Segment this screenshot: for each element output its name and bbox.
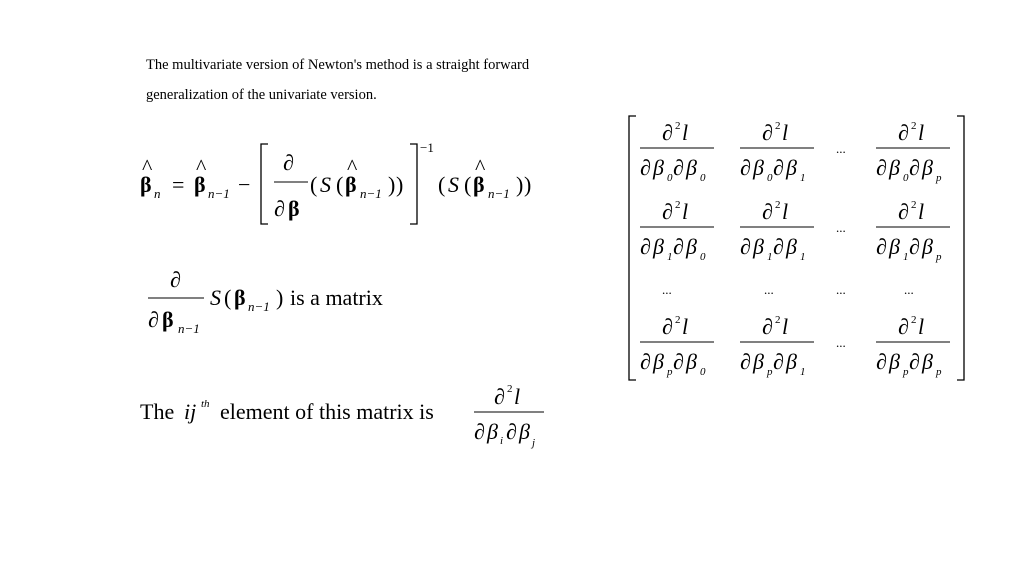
hessian-beta: β — [753, 234, 764, 259]
hessian-squared: 2 — [911, 314, 917, 326]
hessian-subscript-row: 1 — [667, 251, 673, 263]
hat-mark: ^ — [347, 154, 358, 179]
hessian-subscript-row: 0 — [767, 172, 773, 184]
hessian-partial: ∂ — [673, 349, 684, 374]
partial-denominator: ∂ — [274, 196, 285, 221]
beta-denominator: β — [288, 196, 300, 221]
hessian-squared: 2 — [911, 120, 917, 132]
beta: β — [519, 419, 530, 444]
hessian-partial-numerator: ∂ — [762, 199, 773, 224]
subscript-n: n — [154, 186, 161, 201]
hessian-beta: β — [786, 349, 797, 374]
hessian-loglik-l: l — [918, 120, 925, 145]
partial-numerator: ∂ — [283, 150, 294, 175]
hessian-partial-numerator: ∂ — [898, 120, 909, 145]
partial-denominator: ∂ — [148, 307, 159, 332]
beta-denominator: β — [162, 307, 174, 332]
beta-n-minus-1-hat: β — [194, 172, 206, 197]
left-bracket — [261, 144, 268, 224]
hessian-subscript-col: 1 — [800, 251, 806, 263]
is-a-matrix-text: is a matrix — [290, 285, 383, 310]
hessian-subscript-col: 0 — [700, 366, 706, 378]
hessian-squared: 2 — [675, 199, 681, 211]
hessian-beta: β — [753, 155, 764, 180]
hessian-partial-numerator: ∂ — [898, 199, 909, 224]
hessian-subscript-row: p — [903, 366, 909, 378]
hessian-partial: ∂ — [909, 155, 920, 180]
score-S: S — [210, 285, 221, 310]
hessian-loglik-l: l — [782, 120, 789, 145]
hessian-squared: 2 — [775, 199, 781, 211]
hessian-ellipsis: ... — [836, 335, 846, 350]
hessian-partial: ∂ — [876, 234, 887, 259]
hessian-loglik-l: l — [682, 120, 689, 145]
hessian-loglik-l: l — [682, 199, 689, 224]
hessian-squared: 2 — [775, 120, 781, 132]
hessian-partial-numerator: ∂ — [762, 314, 773, 339]
subscript-n-minus-1: n−1 — [208, 186, 230, 201]
intro-line-2: generalization of the univariate version. — [146, 87, 377, 103]
hessian-partial: ∂ — [640, 234, 651, 259]
close-paren: ) — [396, 172, 404, 197]
hessian-partial: ∂ — [876, 155, 887, 180]
matrix-left-bracket — [629, 116, 636, 380]
hessian-beta: β — [922, 234, 933, 259]
hessian-beta: β — [653, 155, 664, 180]
hessian-beta: β — [889, 155, 900, 180]
hessian-ellipsis-row: ... — [904, 282, 914, 297]
hessian-subscript-col: 0 — [700, 251, 706, 263]
hessian-partial-numerator: ∂ — [898, 314, 909, 339]
subscript-n-minus-1: n−1 — [248, 299, 270, 314]
svg-text:(: ( — [224, 285, 232, 310]
hessian-partial: ∂ — [640, 349, 651, 374]
element-of-matrix-text: element of this matrix is — [220, 399, 434, 424]
equals-sign: = — [172, 172, 185, 197]
close-paren: ) — [388, 172, 396, 197]
hessian-partial: ∂ — [740, 349, 751, 374]
hessian-beta: β — [653, 349, 664, 374]
hessian-subscript-col: 1 — [800, 366, 806, 378]
score-S: S — [448, 172, 459, 197]
hessian-ellipsis: ... — [836, 141, 846, 156]
subscript-i: i — [500, 435, 504, 447]
open-paren: ( — [438, 172, 446, 197]
hessian-ellipsis-row: ... — [836, 282, 846, 297]
hessian-beta: β — [922, 349, 933, 374]
beta: β — [487, 419, 498, 444]
open-paren: ( — [336, 172, 344, 197]
update-equation-svg — [140, 138, 560, 230]
hessian-subscript-col: p — [936, 172, 942, 184]
matrix-note-svg — [148, 265, 448, 345]
partial: ∂ — [474, 419, 485, 444]
subscript-n-minus-1: n−1 — [488, 186, 510, 201]
the-text: The — [140, 399, 175, 424]
hessian-partial: ∂ — [909, 234, 920, 259]
hessian-subscript-row: 1 — [903, 251, 909, 263]
element-note-svg — [140, 382, 560, 452]
hessian-beta: β — [686, 234, 697, 259]
hessian-beta: β — [786, 234, 797, 259]
subscript-j: j — [532, 437, 536, 449]
hessian-partial: ∂ — [876, 349, 887, 374]
hessian-loglik-l: l — [682, 314, 689, 339]
hessian-beta: β — [753, 349, 764, 374]
matrix-right-bracket — [957, 116, 964, 380]
beta-hat: β — [345, 172, 357, 197]
hessian-partial-numerator: ∂ — [762, 120, 773, 145]
hessian-partial: ∂ — [740, 234, 751, 259]
beta-n-hat: β — [140, 172, 152, 197]
hessian-partial: ∂ — [773, 234, 784, 259]
hessian-loglik-l: l — [782, 199, 789, 224]
close-paren: ) — [524, 172, 532, 197]
hat-mark: ^ — [142, 154, 153, 179]
ij-text: ij — [184, 399, 197, 424]
hessian-partial: ∂ — [673, 155, 684, 180]
minus-sign: − — [238, 172, 251, 197]
hessian-ellipsis: ... — [836, 220, 846, 235]
svg-text:): ) — [276, 285, 284, 310]
hessian-subscript-row: 0 — [903, 172, 909, 184]
element-note — [140, 382, 560, 452]
hessian-loglik-l: l — [918, 199, 925, 224]
hessian-subscript-col: p — [936, 366, 942, 378]
hessian-partial: ∂ — [909, 349, 920, 374]
hessian-squared: 2 — [775, 314, 781, 326]
subscript-n-minus-1: n−1 — [360, 186, 382, 201]
hessian-matrix — [624, 112, 974, 384]
hessian-loglik-l: l — [918, 314, 925, 339]
hessian-beta: β — [686, 155, 697, 180]
hessian-partial-numerator: ∂ — [662, 314, 673, 339]
hessian-subscript-col: p — [936, 251, 942, 263]
hessian-beta: β — [889, 349, 900, 374]
hessian-partial: ∂ — [740, 155, 751, 180]
hessian-subscript-row: 1 — [767, 251, 773, 263]
th-superscript: th — [201, 398, 210, 410]
beta: β — [234, 285, 246, 310]
intro-text — [146, 50, 616, 110]
hat-mark: ^ — [475, 154, 486, 179]
partial-numerator: ∂ — [494, 384, 505, 409]
hessian-subscript-row: p — [767, 366, 773, 378]
inverse-superscript: −1 — [420, 140, 434, 155]
matrix-note — [148, 265, 448, 345]
hessian-subscript-row: 0 — [667, 172, 673, 184]
subscript-n-minus-1: n−1 — [178, 321, 200, 336]
score-S: S — [320, 172, 331, 197]
hessian-subscript-row: p — [667, 366, 673, 378]
open-paren: ( — [310, 172, 318, 197]
hessian-partial: ∂ — [773, 155, 784, 180]
hessian-subscript-col: 1 — [800, 172, 806, 184]
partial: ∂ — [506, 419, 517, 444]
hessian-beta: β — [653, 234, 664, 259]
hessian-beta: β — [889, 234, 900, 259]
hessian-squared: 2 — [911, 199, 917, 211]
newton-update-equation — [140, 138, 560, 230]
hessian-partial-numerator: ∂ — [662, 120, 673, 145]
hessian-loglik-l: l — [782, 314, 789, 339]
hessian-beta: β — [922, 155, 933, 180]
hessian-beta: β — [786, 155, 797, 180]
hessian-beta: β — [686, 349, 697, 374]
hat-mark: ^ — [196, 154, 207, 179]
hessian-partial: ∂ — [773, 349, 784, 374]
hessian-partial: ∂ — [640, 155, 651, 180]
partial-numerator: ∂ — [170, 267, 181, 292]
close-paren: ) — [516, 172, 524, 197]
loglik-l: l — [514, 384, 521, 409]
open-paren: ( — [464, 172, 472, 197]
squared: 2 — [507, 383, 513, 395]
intro-line-1: The multivariate version of Newton's method is a straight forward — [146, 57, 530, 73]
hessian-squared: 2 — [675, 314, 681, 326]
hessian-ellipsis-row: ... — [764, 282, 774, 297]
right-bracket — [410, 144, 417, 224]
hessian-svg — [624, 112, 974, 384]
hessian-squared: 2 — [675, 120, 681, 132]
hessian-ellipsis-row: ... — [662, 282, 672, 297]
hessian-partial-numerator: ∂ — [662, 199, 673, 224]
beta-hat: β — [473, 172, 485, 197]
hessian-partial: ∂ — [673, 234, 684, 259]
hessian-subscript-col: 0 — [700, 172, 706, 184]
